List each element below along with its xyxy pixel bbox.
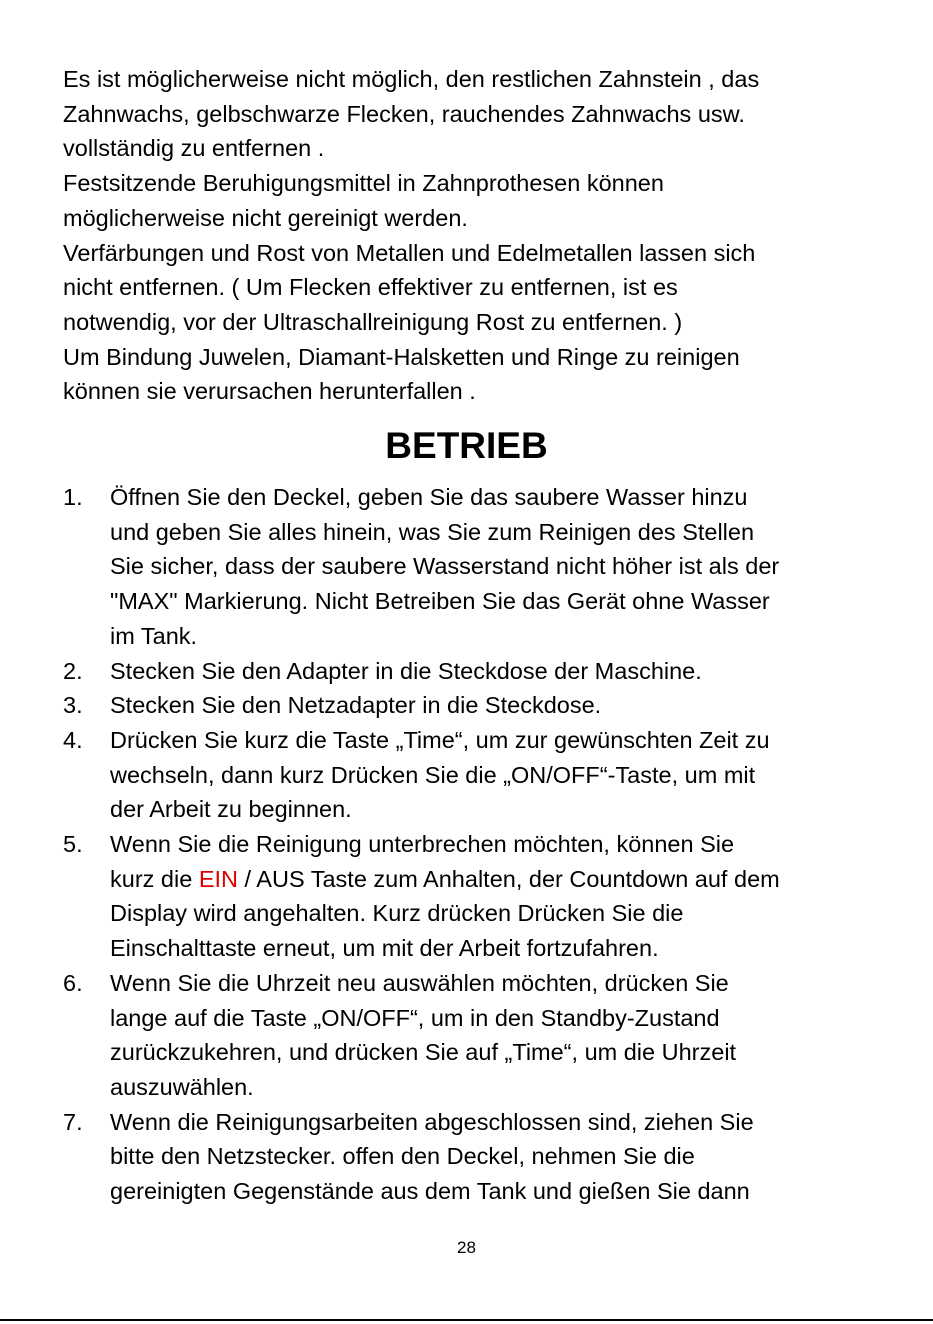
step-text <box>110 827 893 966</box>
page-number: 28 <box>457 1238 476 1257</box>
step-number: 7. <box>63 1108 83 1135</box>
highlighted-term: EIN <box>198 865 239 892</box>
list-item <box>63 827 893 966</box>
step-text: Drücken Sie kurz die Taste „Time“, um zur gewünschten Zeit zu wechseln, dann kurz Drücken Sie die „ON/OFF“-Taste, um mit der Arbeit zu beginnen. <box>110 726 770 823</box>
list-item <box>63 480 893 654</box>
step-number: 5. <box>63 831 83 858</box>
list-item <box>63 966 893 1105</box>
step-text: Öffnen Sie den Deckel, geben Sie das saubere Wasser hinzu und geben Sie alles hinein, was Sie zum Reinigen des Stellen Sie sicher, dass der saubere Wasserstand nicht höher ist als der "MAX" Markierung. Nicht Betreiben Sie das Gerät ohne Wasser im Tank. <box>110 484 780 649</box>
list-item <box>63 723 893 827</box>
step-text-part: Wenn Sie die Reinigung unterbrechen möchten, können Sie kurz die <box>110 831 735 892</box>
list-item <box>63 1105 893 1209</box>
step-number: 6. <box>63 969 83 996</box>
operation-steps-list <box>63 480 893 1209</box>
intro-paragraph: Festsitzende Beruhigungsmittel in Zahnprothesen können möglicherweise nicht gereinigt werden. <box>63 170 664 231</box>
step-number: 3. <box>63 692 83 719</box>
list-item <box>63 654 893 689</box>
section-heading: BETRIEB <box>385 425 548 466</box>
list-item <box>63 688 893 723</box>
step-text-part: / AUS Taste zum Anhalten, der Countdown auf dem Display wird angehalten. Kurz drücken Drücken Sie die Einschalttaste erneut, um mit der Arbeit fortzufahren. <box>110 865 780 962</box>
step-number: 2. <box>63 657 83 684</box>
step-number: 4. <box>63 726 83 753</box>
step-text: Wenn die Reinigungsarbeiten abgeschlossen sind, ziehen Sie bitte den Netzstecker. offen den Deckel, nehmen Sie die gereinigten Gegenstände aus dem Tank und gießen Sie dann <box>110 1108 754 1205</box>
intro-section <box>63 62 893 409</box>
intro-paragraph: Es ist möglicherweise nicht möglich, den restlichen Zahnstein , das Zahnwachs, gelbschwarze Flecken, rauchendes Zahnwachs usw. vollständig zu entfernen . <box>63 66 760 162</box>
step-text: Stecken Sie den Netzadapter in die Steckdose. <box>110 692 602 719</box>
step-text: Stecken Sie den Adapter in die Steckdose der Maschine. <box>110 657 702 684</box>
bottom-divider <box>0 1319 933 1321</box>
intro-paragraph: Um Bindung Juwelen, Diamant-Halsketten und Ringe zu reinigen können sie verursachen herunterfallen . <box>63 343 740 405</box>
intro-paragraph: Verfärbungen und Rost von Metallen und Edelmetallen lassen sich nicht entfernen. ( Um Flecken effektiver zu entfernen, ist es notwendig, vor der Ultraschallreinigung Rost zu entfernen. ) <box>63 239 756 335</box>
step-text: Wenn Sie die Uhrzeit neu auswählen möchten, drücken Sie lange auf die Taste „ON/OFF“, um in den Standby-Zustand zurückzukehren, und drücken Sie auf „Time“, um die Uhrzeit auszuwählen. <box>110 969 737 1100</box>
step-number: 1. <box>63 484 83 510</box>
